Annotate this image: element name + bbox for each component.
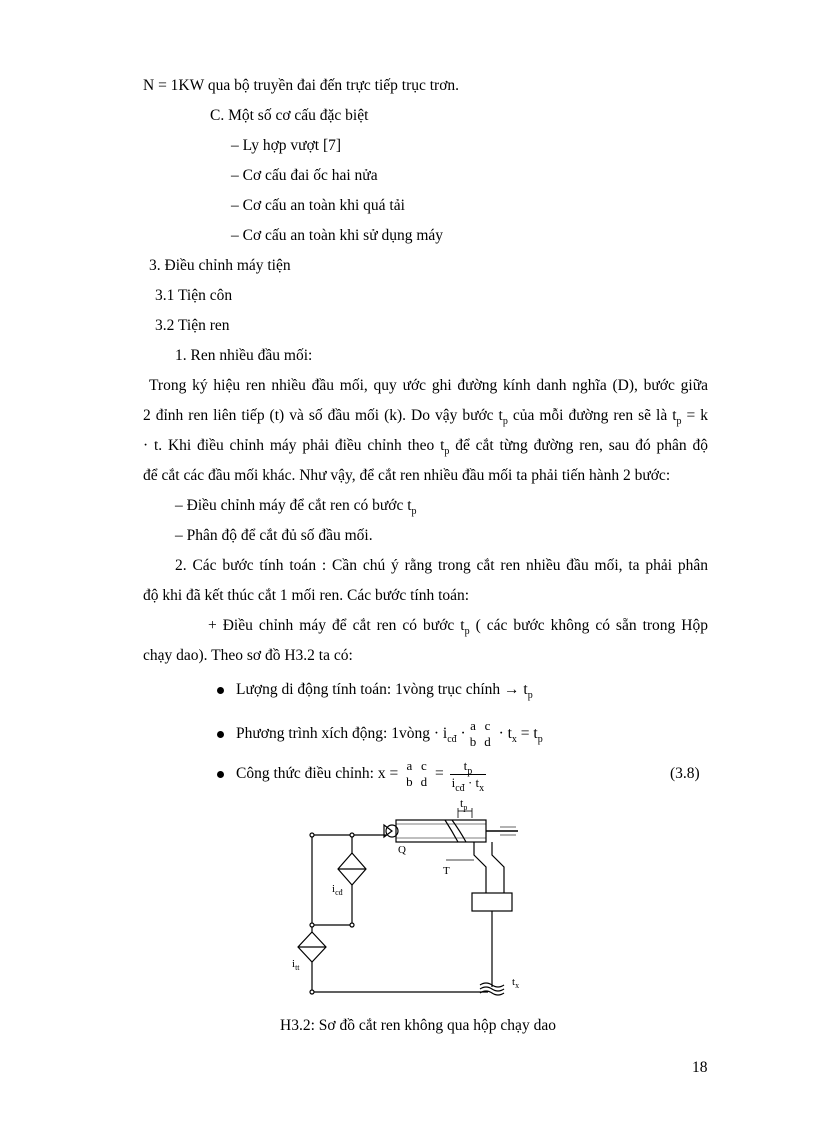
fraction-c-d: c d	[484, 718, 491, 750]
label-t: T	[443, 865, 450, 877]
dash-item-1: – Ly hợp vượt [7]	[231, 137, 342, 154]
item-1-heading: 1. Ren nhiều đầu mối:	[175, 347, 313, 364]
equation-number: (3.8)	[670, 765, 700, 782]
section-3: 3. Điều chỉnh máy tiện	[149, 257, 291, 274]
change-gear-icd	[338, 853, 366, 885]
change-gear-itt	[298, 932, 326, 962]
dash-item-2: – Cơ cấu đai ốc hai nửa	[231, 167, 378, 184]
figure-caption: H3.2: Sơ đồ cắt ren không qua hộp chạy dao	[280, 1017, 556, 1034]
plus-line-2: chạy dao). Theo sơ đồ H3.2 ta có:	[143, 647, 353, 664]
label-q: Q	[398, 844, 406, 856]
paragraph-line-2: 2 đỉnh ren liên tiếp (t) và số đầu mối (k). Do vậy bước $t_p$ của mỗi đường ren sẽ là $t_p = k$	[143, 407, 708, 427]
line-1: N = 1KW qua bộ truyền đai đến trực tiếp trục trơn.	[143, 77, 460, 94]
item-2-line-2: độ khi đã kết thúc cắt 1 mối ren. Các bước tính toán:	[143, 587, 470, 604]
label-tx: $t_x$	[512, 976, 520, 990]
heading-c: C. Một số cơ cấu đặc biệt	[210, 107, 369, 124]
paragraph-line-1: Trong ký hiệu ren nhiều đầu mối, quy ước ghi đường kính danh nghĩa (D), bước giữa	[149, 377, 708, 394]
section-3-2: 3.2 Tiện ren	[155, 317, 230, 334]
tool-post-right	[492, 842, 504, 893]
tool-post-left	[474, 842, 486, 893]
paragraph-line-3: · t. Khi điều chỉnh máy phải điều chỉnh theo $t_p$ để cắt từng đường ren, sau đó phân độ	[143, 437, 708, 457]
label-icd: $i_{cđ}$	[332, 883, 343, 897]
bullet-2: Phương trình xích động: 1vòng · $i_{cđ}$ · a b c d · $t_x = t_p$	[217, 716, 543, 752]
thread-cut	[452, 820, 466, 842]
bullet-icon	[217, 771, 224, 778]
spindle-workpiece	[396, 820, 486, 842]
section-3-1: 3.1 Tiện côn	[155, 287, 233, 304]
fraction-tp-icd-tx: $\frac{t_p}{i_{cđ} \cdot t_x}$	[451, 757, 485, 794]
plus-line-1: + Điều chỉnh máy để cắt ren có bước $t_p$ ( các bước không có sẵn trong Hộp	[208, 617, 708, 637]
step-dash-1: – Điều chỉnh máy để cắt ren có bước $t_p$	[175, 497, 417, 517]
step-dash-2: – Phân độ để cắt đủ số đầu mối.	[175, 527, 373, 544]
page-number: 18	[692, 1059, 708, 1076]
tool-carriage	[472, 893, 512, 911]
dash-item-4: – Cơ cấu an toàn khi sử dụng máy	[231, 227, 444, 244]
bullet-icon	[217, 687, 224, 694]
fraction-c-d: c d	[420, 758, 428, 790]
paragraph-line-4: để cắt các đầu mối khác. Như vậy, để cắt ren nhiều đầu mối ta phải tiến hành 2 bước:	[143, 467, 671, 484]
kinematic-diagram	[280, 795, 540, 1010]
fraction-a-b: a b	[406, 758, 413, 790]
item-2-line-1: 2. Các bước tính toán : Cần chú ý rằng trong cắt ren nhiều đầu mối, ta phải phân	[175, 557, 708, 574]
label-tp: $t_p$	[460, 796, 468, 812]
bullet-3: Công thức điều chỉnh: x = a b c d = $\frac{t_p}{i_{cđ} \cdot t_x}$	[217, 756, 488, 792]
bullet-1: Lượng di động tính toán: 1vòng trục chính → $t_p$	[217, 680, 533, 700]
dash-item-3: – Cơ cấu an toàn khi quá tải	[231, 197, 405, 214]
label-itt: $i_{tt}$	[292, 958, 300, 972]
fraction-a-b: a b	[469, 718, 477, 750]
bullet-icon	[217, 731, 224, 738]
